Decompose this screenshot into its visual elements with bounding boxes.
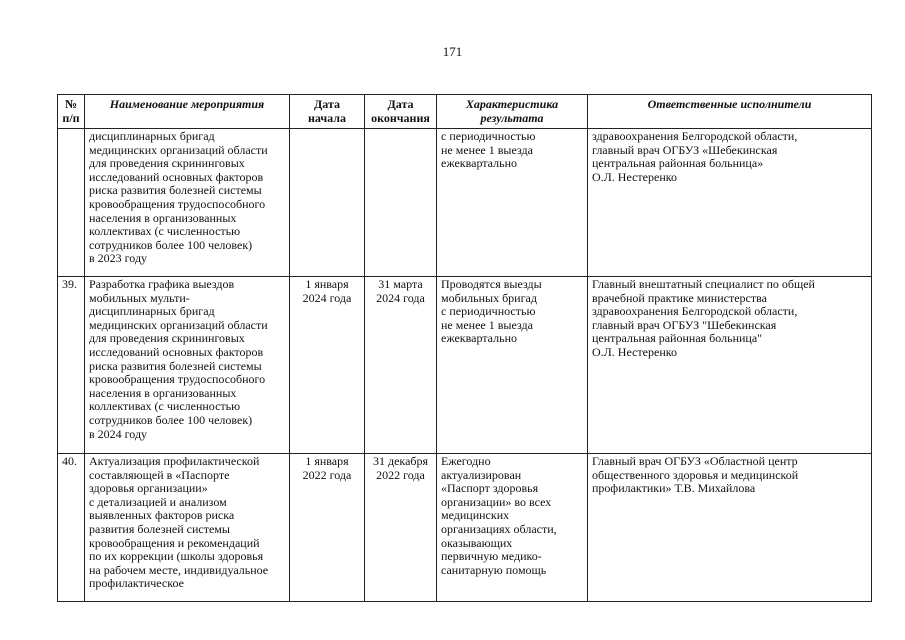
header-responsible: Ответственные исполнители	[588, 95, 872, 129]
header-start-date: Дата начала	[290, 95, 365, 129]
row-number: 40.	[58, 454, 85, 602]
row-responsible: Главный врач ОГБУЗ «Областной центр общественного здоровья и медицинской профилактики» Т.В. Михайлова	[588, 454, 872, 602]
row-action: Разработка графика выездов мобильных мульти- дисциплинарных бригад медицинских организаций области для проведения скрининговых исследований основных факторов риска развития болезней системы кровообращения трудоспособного населения в организованных коллективах (с численностью сотрудников более 100 человек) в 2024 году	[85, 277, 290, 454]
measures-table	[57, 94, 872, 602]
row-start-date: 1 января 2022 года	[290, 454, 365, 602]
row-end-date	[365, 129, 437, 277]
table-header-row	[58, 95, 872, 129]
row-action: дисциплинарных бригад медицинских организаций области для проведения скрининговых исследований основных факторов риска развития болезней системы кровообращения трудоспособного населения в организованных коллективах (с численностью сотрудников более 100 человек) в 2023 году	[85, 129, 290, 277]
row-number	[58, 129, 85, 277]
table-row	[58, 277, 872, 454]
row-start-date: 1 января 2024 года	[290, 277, 365, 454]
row-responsible: здравоохранения Белгородской области, главный врач ОГБУЗ «Шебекинская центральная районная больница» О.Л. Нестеренко	[588, 129, 872, 277]
header-action: Наименование мероприятия	[85, 95, 290, 129]
row-result: Проводятся выезды мобильных бригад с периодичностью не менее 1 выезда ежеквартально	[437, 277, 588, 454]
row-end-date: 31 марта 2024 года	[365, 277, 437, 454]
header-num: № п/п	[58, 95, 85, 129]
row-result: с периодичностью не менее 1 выезда ежеквартально	[437, 129, 588, 277]
header-end-date: Дата окончания	[365, 95, 437, 129]
row-number: 39.	[58, 277, 85, 454]
header-result: Характеристика результата	[437, 95, 588, 129]
row-responsible: Главный внештатный специалист по общей врачебной практике министерства здравоохранения Белгородской области, главный врач ОГБУЗ "Шебекинская центральная районная больница" О.Л. Нестеренко	[588, 277, 872, 454]
page-number: 171	[442, 44, 463, 59]
table-row	[58, 454, 872, 602]
row-result: Ежегодно актуализирован «Паспорт здоровья организации» во всех медицинских организациях области, оказывающих первичную медико- санитарную помощь	[437, 454, 588, 602]
table-row	[58, 129, 872, 277]
row-end-date: 31 декабря 2022 года	[365, 454, 437, 602]
row-action: Актуализация профилактической составляющей в «Паспорте здоровья организации» с детализацией и анализом выявленных факторов риска развития болезней системы кровообращения и рекомендаций по их коррекции (школы здоровья на рабочем месте, индивидуальное профилактическое	[85, 454, 290, 602]
row-start-date	[290, 129, 365, 277]
